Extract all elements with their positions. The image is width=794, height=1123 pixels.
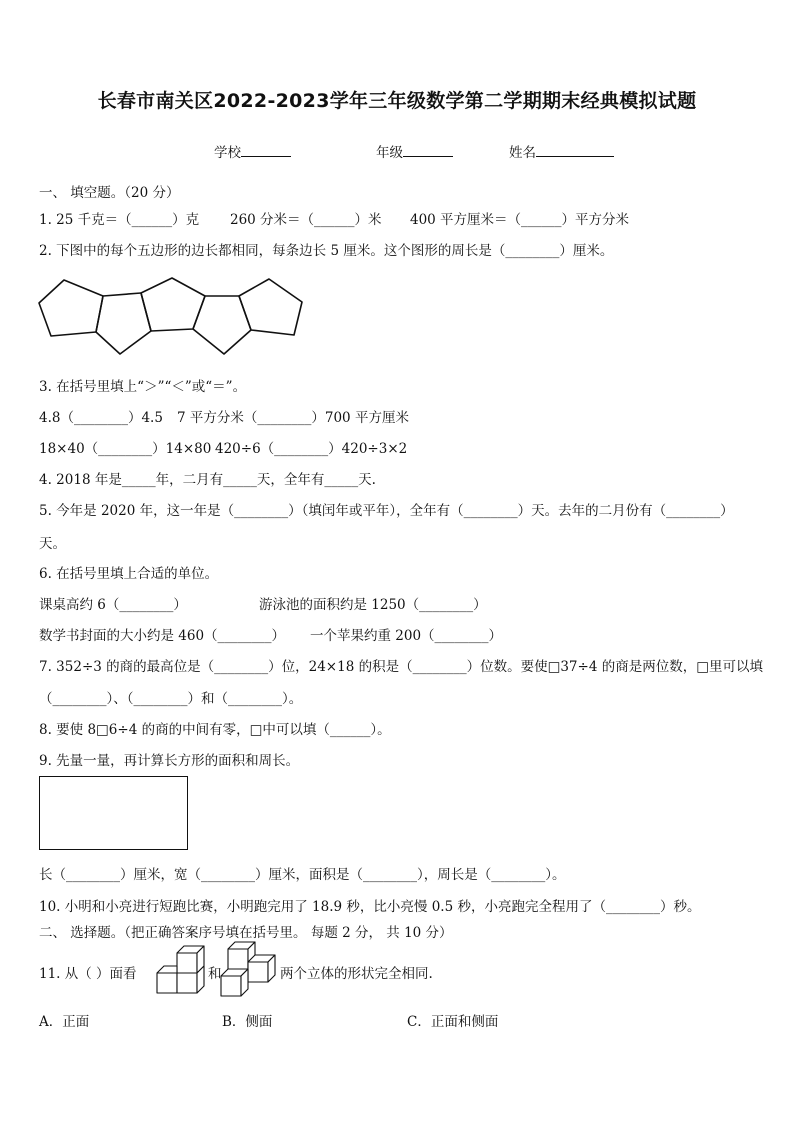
name-field (509, 141, 614, 161)
grade-label: 年级 (376, 145, 403, 161)
q1-part-c: 400 平方厘米＝（______）平方分米 (410, 212, 630, 228)
pentagon-5 (239, 279, 302, 335)
name-label: 姓名 (509, 145, 536, 161)
q3-row2-a: 18×40（________）14×80 (39, 441, 212, 457)
q9-text: 9. 先量一量，再计算长方形的面积和周长。 (39, 753, 300, 769)
q11-suffix: 两个立体的形状完全相同. (280, 966, 433, 982)
q6-row1-b: 游泳池的面积约是 1250（________） (259, 597, 487, 613)
q1-part-a: 1. 25 千克＝（______）克 (39, 212, 200, 228)
q5-text: 5. 今年是 2020 年，这一年是（________）（填闰年或平年），全年有（________）天。去年的二月份有（________） (39, 503, 734, 519)
q11-option-a[interactable]: A．正面 (39, 1014, 90, 1030)
cube-figure-2 (219, 940, 279, 1000)
q8-text: 8. 要使 8□6÷4 的商的中间有零，□中可以填（______）。 (39, 722, 391, 738)
q3-row1-b: 7 平方分米（________）700 平方厘米 (177, 410, 409, 426)
q1-part-b: 260 分米＝（______）米 (230, 212, 382, 228)
q11-option-c[interactable]: C．正面和侧面 (407, 1014, 499, 1030)
grade-field (376, 141, 453, 161)
pentagons-figure (36, 270, 308, 360)
school-blank[interactable] (241, 144, 291, 157)
q3-row1-a: 4.8（________）4.5 (39, 410, 163, 426)
q6-row2-a: 数学书封面的大小约是 460（________） (39, 628, 286, 644)
school-field (214, 141, 291, 161)
q10-text: 10. 小明和小亮进行短跑比赛，小明跑完用了 18.9 秒，比小亮慢 0.5 秒，小亮跑完全程用了（________）秒。 (39, 899, 701, 915)
page-title: 长春市南关区2022-2023学年三年级数学第二学期期末经典模拟试题 (97, 90, 697, 112)
q6-row1-a: 课桌高约 6（________） (39, 597, 187, 613)
q6-row2-b: 一个苹果约重 200（________） (310, 628, 503, 644)
school-label: 学校 (214, 145, 241, 161)
q11-option-b[interactable]: B．侧面 (222, 1014, 273, 1030)
q7-text: 7. 352÷3 的商的最高位是（________）位，24×18 的积是（________）位数。要使□37÷4 的商是两位数，□里可以填 (39, 659, 763, 675)
q2-text: 2. 下图中的每个五边形的边长都相同，每条边长 5 厘米。这个图形的周长是（________）厘米。 (39, 243, 614, 259)
name-blank[interactable] (536, 144, 614, 157)
section1-heading: 一、 填空题。（20 分） (39, 185, 180, 201)
grade-blank[interactable] (403, 144, 453, 157)
q7-continuation: （________）、（________）和（________）。 (39, 691, 303, 707)
rectangle-figure (39, 776, 188, 850)
q4-text: 4. 2018 年是_____年，二月有_____天，全年有_____天. (39, 472, 376, 488)
q6-text: 6. 在括号里填上合适的单位。 (39, 566, 219, 582)
q9-answer: 长（________）厘米，宽（________）厘米，面积是（________），周长是（________）。 (39, 867, 566, 883)
q3-text: 3. 在括号里填上“＞”“＜”或“＝”。 (39, 379, 247, 395)
section2-heading: 二、 选择题。（把正确答案序号填在括号里。 每题 2 分， 共 10 分） (39, 925, 453, 941)
pentagon-1 (39, 280, 103, 336)
q3-row2-b: 420÷6（________）420÷3×2 (215, 441, 408, 457)
q11-prefix: 11. 从（ ）面看 (39, 966, 137, 982)
cube-figure-1 (155, 944, 210, 996)
q5-continuation: 天。 (39, 536, 66, 552)
q11-connector: 和 (208, 966, 222, 982)
